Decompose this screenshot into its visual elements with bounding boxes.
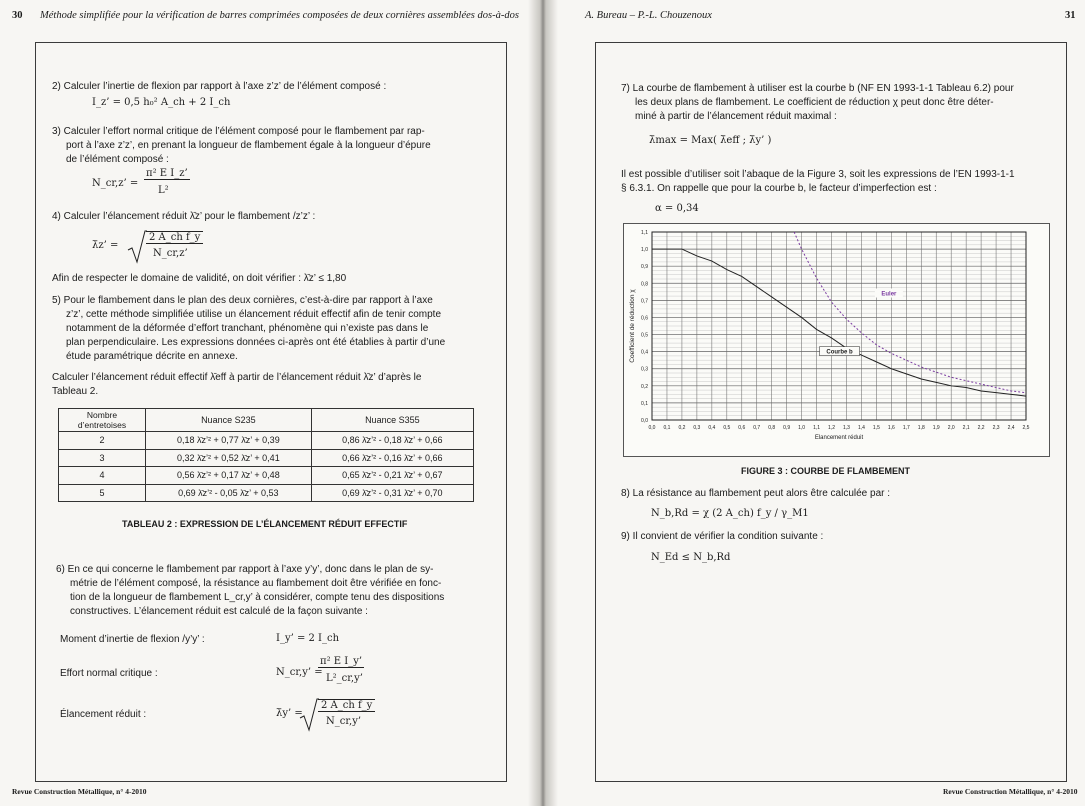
x-tick-label: 0,3 [693,425,701,431]
y-tick-label: 0,8 [641,281,648,288]
lambda-z-den: N_cr,z’ [153,248,188,259]
x-tick-label: 0,1 [663,425,671,431]
x-tick-label: 0,6 [738,425,746,431]
calc-line-1: Calculer l’élancement réduit effectif λ̄eff à partir de l’élancement réduit λ̄z’ d’après le [52,372,422,383]
page-number: 31 [1065,10,1076,21]
y-axis-label: Coefficient de réduction χ [629,289,636,363]
ncr-z-den: L² [158,185,169,196]
table-cell: 0,32 λ̄z’² + 0,52 λ̄z’ + 0,41 [146,449,312,467]
step-8-text: 8) La résistance au flambement peut alors être calculée par : [621,488,891,499]
effort-den: L²_cr,y’ [326,673,363,684]
y-tick-label: 0,1 [641,400,648,407]
step-3-line-1: 3) Calculer l’effort normal critique de l’élément composé pour le flambement par rap- [52,126,425,137]
step-5-line: étude paramétrique décrite en annexe. [66,351,238,362]
table-cell: 5 [59,484,146,502]
table-row [59,467,474,485]
step-5-line: z’z’, cette méthode simplifiée utilise un élancement réduit effectif afin de tenir compte [66,309,442,320]
page-number: 30 [12,10,23,21]
table-cell: 0,18 λ̄z’² + 0,77 λ̄z’ + 0,39 [146,432,312,450]
moment-formula: I_y’ = 2 I_ch [276,633,340,644]
x-tick-label: 2,5 [1022,425,1030,431]
step-6-line: 6) En ce qui concerne le flambement par rapport à l’axe y’y’, donc dans le plan de sy- [56,564,434,575]
y-tick-label: 0,4 [641,349,648,356]
calc-line-2: Tableau 2. [52,386,99,397]
y-tick-label: 0,2 [641,383,648,390]
left-page [0,0,540,806]
x-tick-label: 1,7 [902,425,910,431]
footer: Revue Construction Métallique, n° 4-2010 [12,787,147,796]
table-header-cell: Nuance S355 [311,409,473,432]
effort-lhs: N_cr,y’ = [276,667,323,678]
step-3-line-2: port à l’axe z’z’, en prenant la longueur de flambement égale à la longueur d’épure [66,140,431,151]
step-6-line: métrie de l’élément composé, la résistance au flambement doit être vérifiée en fonc- [70,578,442,589]
y-tick-label: 0,9 [641,264,648,271]
table-cell: 3 [59,449,146,467]
table-caption: TABLEAU 2 : EXPRESSION DE L’ÉLANCEMENT RÉDUIT EFFECTIF [122,519,408,529]
x-tick-label: 2,0 [947,425,955,431]
table-cell: 4 [59,467,146,485]
x-tick-label: 0,4 [708,425,716,431]
x-tick-label: 0,7 [753,425,761,431]
table-cell: 0,86 λ̄z’² - 0,18 λ̄z’ + 0,66 [311,432,473,450]
abaque-line-1: Il est possible d’utiliser soit l’abaque de la Figure 3, soit les expressions de l’EN 1993-1-1 [621,169,1015,180]
step-5-line: plan perpendiculaire. Les expressions données ci-après ont été établies à partir d’une [66,337,446,348]
effort-num: π² E I_y’ [320,656,363,667]
table-cell: 2 [59,432,146,450]
x-tick-label: 1,9 [932,425,940,431]
courbe-b-line [652,249,1026,396]
x-tick-label: 1,3 [843,425,850,431]
x-tick-label: 1,0 [798,425,806,431]
table-cell: 0,66 λ̄z’² - 0,16 λ̄z’ + 0,66 [311,449,473,467]
figure-caption: FIGURE 3 : COURBE DE FLAMBEMENT [741,466,911,476]
step-2-formula: I_z’ = 0,5 h₀² A_ch + 2 I_ch [92,97,231,108]
x-tick-label: 2,4 [1007,425,1015,431]
x-tick-label: 1,5 [872,425,880,431]
sqrt-sign [299,698,319,732]
x-tick-label: 2,2 [977,425,985,431]
step-5-line: notamment de la déformée d’effort tranchant, phénomène qui n’existe pas dans le [66,323,429,334]
running-title: A. Bureau – P.-L. Chouzenoux [585,10,712,21]
step-7-line: 7) La courbe de flambement à utiliser est la courbe b (NF EN 1993-1-1 Tableau 6.2) pour [621,83,1014,94]
x-tick-label: 0,8 [768,425,776,431]
step-6-line: constructives. L’élancement réduit est calculé de la façon suivante : [70,606,368,617]
step-9-text: 9) Il convient de vérifier la condition suivante : [621,531,824,542]
table-2 [58,408,474,502]
step-7-line: les deux plans de flambement. Le coefficient de réduction χ peut donc être déter- [635,97,994,108]
table-header-cell: Nombre d’entretoises [59,409,146,432]
table-header-cell: Nuance S235 [146,409,312,432]
validity-text: Afin de respecter le domaine de validité, on doit vérifier : λ̄z’ ≤ 1,80 [52,273,347,284]
x-tick-label: 2,1 [962,425,970,431]
elancement-num: 2 A_ch f_y [318,699,375,712]
y-tick-label: 1,1 [641,230,648,236]
moment-label: Moment d’inertie de flexion /y’y’ : [60,634,205,645]
y-tick-label: 0,7 [641,298,648,305]
table-header-row [59,409,474,432]
x-tick-label: 1,2 [828,425,835,431]
abaque-line-2: § 6.3.1. On rappelle que pour la courbe b, le facteur d’imperfection est : [621,183,937,194]
step-8-formula: N_b,Rd = χ (2 A_ch) f_y / γ_M1 [651,508,809,519]
y-tick-label: 0,3 [641,366,648,373]
x-tick-label: 0,5 [723,425,731,431]
x-tick-label: 0,2 [678,425,686,431]
x-tick-label: 0,9 [783,425,791,431]
effort-label: Effort normal critique : [60,668,158,679]
right-page [545,0,1085,806]
book-gutter [528,0,558,806]
elancement-lhs: λ̄y’ = [276,708,303,719]
table-cell: 0,69 λ̄z’² - 0,31 λ̄z’ + 0,70 [311,484,473,502]
x-axis-label: Elancement réduit [814,435,864,441]
alpha-value: α = 0,34 [655,203,699,214]
table-row [59,432,474,450]
euler-label: Euler [881,291,897,298]
elancement-label: Élancement réduit : [60,709,147,720]
x-tick-label: 1,6 [887,425,895,431]
table-row [59,484,474,502]
elancement-den: N_cr,y’ [326,716,362,727]
step-5-line: 5) Pour le flambement dans le plan des deux cornières, c’est-à-dire par rapport à l’axe [52,295,433,306]
x-tick-label: 1,4 [857,425,865,431]
step-9-formula: N_Ed ≤ N_b,Rd [651,552,731,563]
step-4-text: 4) Calculer l’élancement réduit λ̄z’ pour le flambement /z’z’ : [52,211,316,222]
lambda-z-lhs: λ̄z’ = [92,240,119,251]
chart-svg [624,224,1049,456]
table-cell: 0,65 λ̄z’² - 0,21 λ̄z’ + 0,67 [311,467,473,485]
step-7-line: miné à partir de l’élancement réduit maximal : [635,111,837,122]
ncr-z-lhs: N_cr,z’ = [92,178,139,189]
table-cell: 0,56 λ̄z’² + 0,17 λ̄z’ + 0,48 [146,467,312,485]
courbe-b-label: Courbe b [826,349,853,356]
x-tick-label: 0,0 [648,425,656,431]
step-3-line-3: de l’élément composé : [66,154,169,165]
lambda-z-num: 2 A_ch f_y [146,231,203,244]
y-tick-label: 0,6 [641,315,648,322]
lambda-max-formula: λ̄max = Max( λ̄eff ; λ̄y’ ) [649,135,772,146]
figure-3-chart [623,223,1050,457]
y-tick-label: 0,5 [641,332,648,339]
running-title: Méthode simplifiée pour la vérification de barres comprimées composées de deux cornières assemblées dos-à-dos [40,10,519,21]
sqrt-sign [127,230,147,264]
table-row [59,449,474,467]
x-tick-label: 1,1 [813,425,821,431]
table-cell: 0,69 λ̄z’² - 0,05 λ̄z’ + 0,53 [146,484,312,502]
step-6-line: tion de la longueur de flambement L_cr,y’ à considérer, compte tenu des dispositions [70,592,445,603]
y-tick-label: 1,0 [641,247,648,254]
y-tick-label: 0,0 [641,418,648,424]
step-2-text: 2) Calculer l’inertie de flexion par rapport à l’axe z’z’ de l’élément composé : [52,81,387,92]
x-tick-label: 1,8 [917,425,925,431]
x-tick-label: 2,3 [992,425,1000,431]
footer: Revue Construction Métallique, n° 4-2010 [943,787,1078,796]
ncr-z-num: π² E I_z’ [146,168,188,179]
